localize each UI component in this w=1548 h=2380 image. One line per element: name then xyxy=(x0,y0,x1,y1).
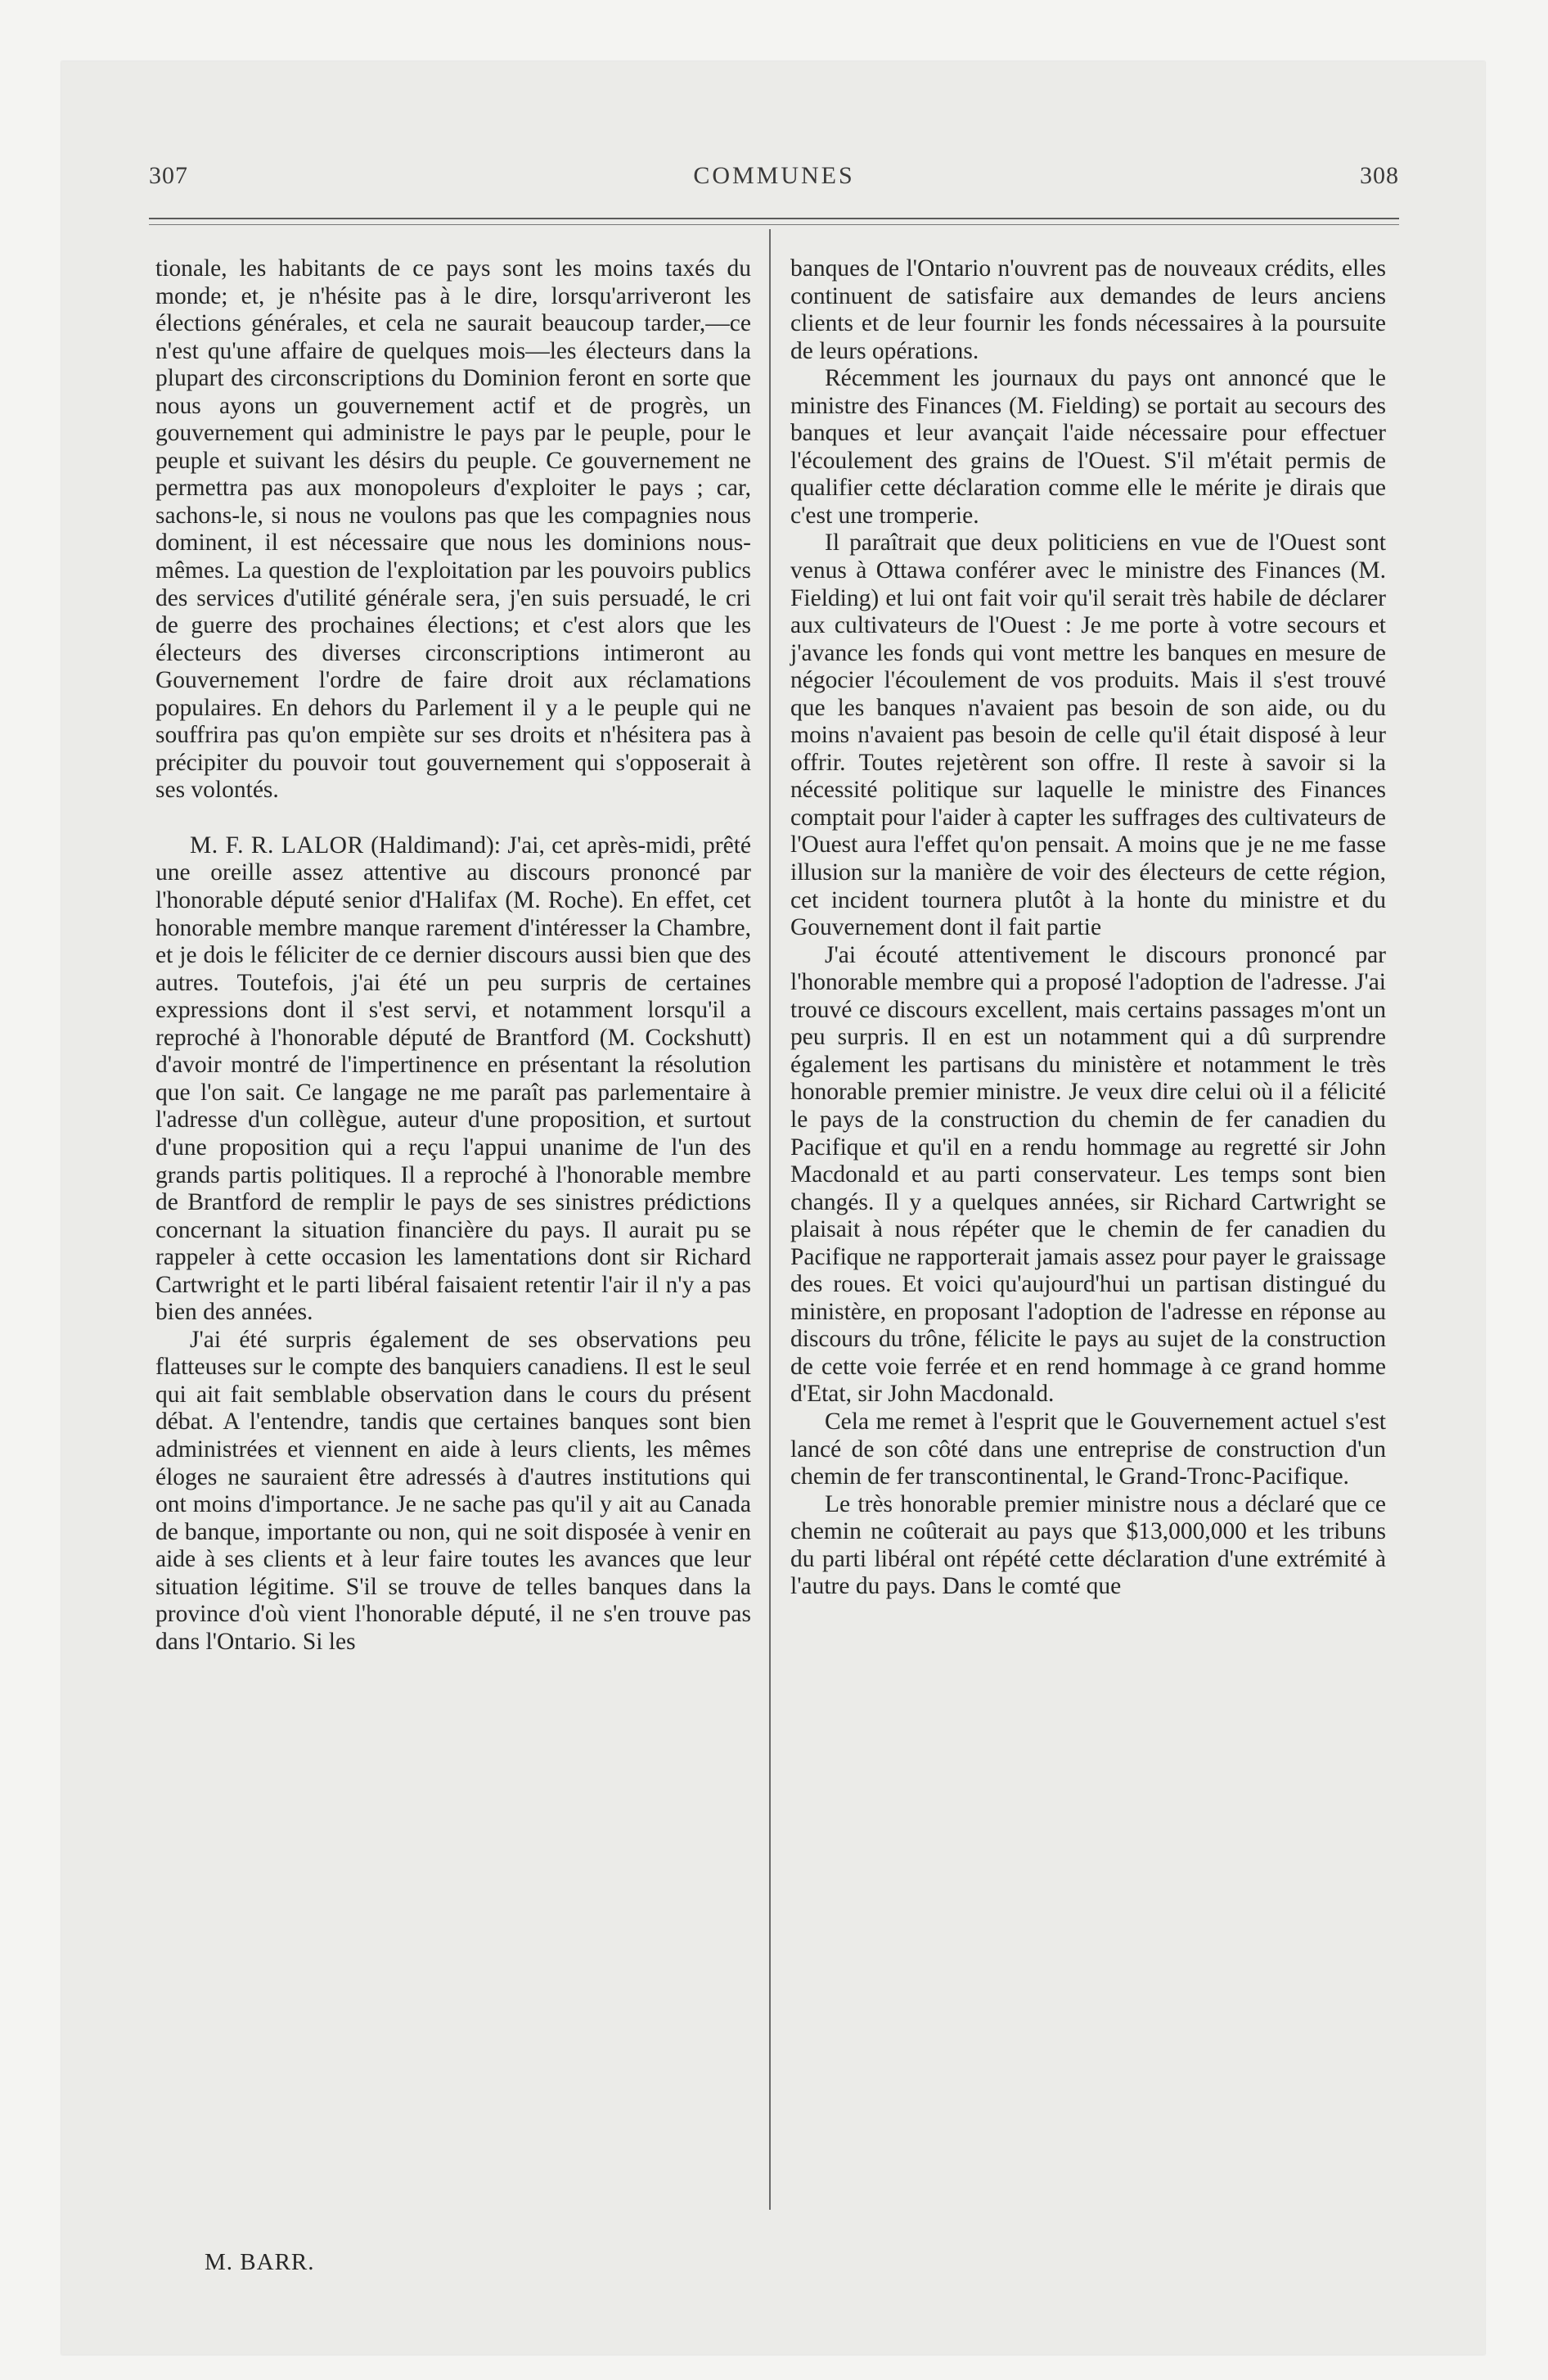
paragraph: Récemment les journaux du pays ont annoncé que le ministre des Finances (M. Fielding) se portait au secours des banques et leur avançait l'aide nécessaire pour effectuer l'écoulement des grains de l'Ouest. S'il m'était permis de qualifier cette déclaration comme elle le mérite je dirais que c'est une tromperie. xyxy=(790,365,1386,529)
footer-speaker: M. BARR. xyxy=(205,2249,315,2275)
running-title: COMMUNES xyxy=(693,162,855,189)
paragraph: J'ai été surpris également de ses observations peu flatteuses sur le compte des banquiers canadiens. Il est le seul qui ait fait semblable observation dans le cours du présent débat. A l'entendre, tandis que certaines banques sont bien administrées et viennent en aide à leurs clients, les mêmes éloges ne sauraient être adressés à d'autres institutions qui ont moins d'importance. Je ne sache pas qu'il y ait au Canada de banque, importante ou non, qui ne soit disposée à venir en aide à ses clients et à leur faire toutes les avances que leur situation légitime. S'il se trouve de telles banques dans la province d'où vient l'honorable député, il ne s'en trouve pas dans l'Ontario. Si les xyxy=(155,1326,751,1655)
page-number-left: 307 xyxy=(149,162,188,189)
paragraph-gap xyxy=(155,805,751,832)
left-column xyxy=(155,255,751,1656)
paragraph: tionale, les habitants de ce pays sont les moins taxés du monde; et, je n'hésite pas à le dire, lorsqu'arriveront les élections générales, et cela ne saurait beaucoup tarder,—ce n'est qu'une affaire de quelques mois—les électeurs dans la plupart des circonscriptions du Dominion feront en sorte que nous ayons un gouvernement actif et de progrès, un gouvernement qui administre le pays par le peuple, pour le peuple et suivant les désirs du peuple. Ce gouvernement ne permettra pas aux monopoleurs d'exploiter le pays ; car, sachons-le, si nous ne voulons pas que les compagnies nous dominent, il est nécessaire que nous les dominions nous-mêmes. La question de l'exploitation par les pouvoirs publics des services d'utilité générale sera, j'en suis persuadé, le cri de guerre des prochaines élections; et c'est alors que les électeurs des diverses circonscriptions intimeront au Gouvernement l'ordre de faire droit aux réclamations populaires. En dehors du Parlement il y a le peuple qui ne souffrira pas qu'on empiète sur ses droits et n'hésitera pas à précipiter du pouvoir tout gouvernement qui s'opposerait à ses volontés. xyxy=(155,255,751,804)
paragraph: Il paraîtrait que deux politiciens en vue de l'Ouest sont venus à Ottawa conférer avec le ministre des Finances (M. Fielding) et lui ont fait voir qu'il serait très habile de déclarer aux cultivateurs de l'Ouest : Je me porte à votre secours et j'avance les fonds qui vont mettre les banques en mesure de négocier l'écoulement de vos produits. Mais il s'est trouvé que les banques n'avaient pas besoin de son aide, ou du moins n'avaient pas besoin de celle qu'il était disposé à leur offrir. Toutes rejetèrent son offre. Il reste à savoir si la nécessité politique sur laquelle le ministre des Finances comptait pour l'aider à capter les suffrages des cultivateurs de l'Ouest aura l'effet qu'on pensait. A moins que je ne me fasse illusion sur la manière de voir des électeurs de cette région, cet incident tournera plutôt à la honte du ministre et du Gouvernement dont il fait partie xyxy=(790,530,1386,941)
column-divider xyxy=(769,229,771,2210)
header-rule-top xyxy=(149,218,1399,219)
paragraph: Cela me remet à l'esprit que le Gouvernement actuel s'est lancé de son côté dans une entreprise de construction d'un chemin de fer transcontinental, le Grand-Tronc-Pacifique. xyxy=(790,1408,1386,1490)
paragraph: banques de l'Ontario n'ouvrent pas de nouveaux crédits, elles continuent de satisfaire aux demandes de leurs anciens clients et de leur fournir les fonds nécessaires à la poursuite de leurs opérations. xyxy=(790,255,1386,364)
page-number-right: 308 xyxy=(1360,162,1399,189)
right-column xyxy=(790,255,1386,1601)
page-header xyxy=(149,162,1399,198)
paragraph: J'ai écouté attentivement le discours prononcé par l'honorable membre qui a proposé l'adoption de l'adresse. J'ai trouvé ce discours excellent, mais certains passages m'ont un peu surpris. Il en est un notamment qui a dû surprendre également les partisans du ministère et notamment le très honorable premier ministre. Je veux dire celui où il a félicité le pays de la construction du chemin de fer canadien du Pacifique et qu'il en a rendu hommage au regretté sir John Macdonald et au parti conservateur. Les temps sont bien changés. Il y a quelques années, sir Richard Cartwright se plaisait à nous répéter que le chemin de fer canadien du Pacifique ne rapporterait jamais assez pour payer le graissage des roues. Et voici qu'aujourd'hui un partisan distingué du ministère, en proposant l'adoption de l'adresse en réponse au discours du trône, félicite le pays au sujet de la construction de cette voie ferrée et en rend hommage à ce grand homme d'Etat, sir John Macdonald. xyxy=(790,941,1386,1408)
speech-text: (Haldimand): J'ai, cet après-midi, prêté une oreille assez attentive au discours prononcé par l'honorable député senior d'Halifax (M. Roche). En effet, cet honorable membre manque rarement d'intéresser la Chambre, et je dois le féliciter de ce dernier discours aussi bien que des autres. Toutefois, j'ai été un peu surpris de certaines expressions dont il s'est servi, et notamment lorsqu'il a reproché à l'honorable député de Brantford (M. Cockshutt) d'avoir montré de l'impertinence en présentant la résolution que l'on sait. Ce langage ne me paraît pas parlementaire à l'adresse d'un collègue, auteur d'une proposition, et surtout d'une proposition qui a reçu l'appui unanime de l'un des grands partis politiques. Il a reproché à l'honorable membre de Brantford de remplir le pays de ses sinistres prédictions concernant la situation financière du pays. Il aurait pu se rappeler à cette occasion les lamentations dont sir Richard Cartwright et le parti libéral faisaient retentir l'air il n'y a pas bien des années. xyxy=(155,832,751,1326)
paragraph xyxy=(155,832,751,1327)
paragraph: Le très honorable premier ministre nous a déclaré que ce chemin ne coûterait au pays que $13,000,000 et les tribuns du parti libéral ont répété cette déclaration d'une extrémité à l'autre du pays. Dans le comté que xyxy=(790,1490,1386,1600)
speaker-name: M. F. R. LALOR xyxy=(190,832,364,859)
header-rule-bottom xyxy=(149,224,1399,225)
